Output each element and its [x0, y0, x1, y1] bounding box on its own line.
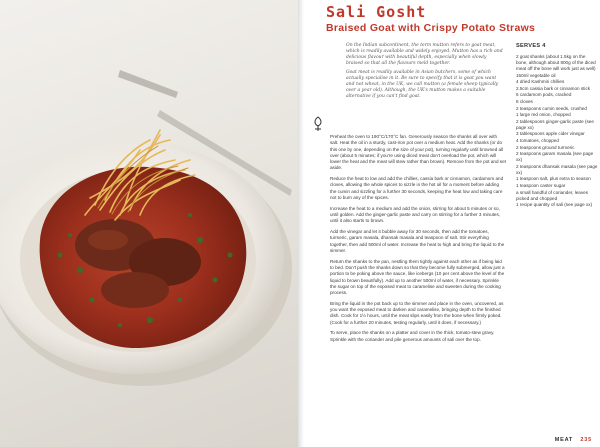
recipe-intro	[346, 43, 504, 103]
ingredient-item: 1 teaspoon salt, plus extra to season	[516, 176, 591, 182]
ingredient-item: 1 teaspoon caster sugar	[516, 182, 566, 188]
ingredient-item: 1 recipe quantity of sali (see page xx)	[516, 202, 593, 208]
recipe-title: Sali Gosht	[326, 3, 427, 21]
ingredient-item: 2 teaspoons ground turmeric	[516, 144, 575, 150]
ingredient-item: 8 cloves	[516, 98, 533, 104]
method-step: Preheat the oven to 190°C/170°C fan. Generously season the shanks all over with salt. Heat the oil in a sturdy, cast-iron pot over a medium heat. Add the shanks (or do this one by one, depending on the size of your pot), turning regularly until browned all over (about 5 minutes; if you're using diced meat don't overload the pot, which will lower the heat and the meat will stew rather than brown). Remove from the pot and set aside.	[330, 134, 506, 171]
method-step: Add the vinegar and let it bubble away for 30 seconds, then add the tomatoes, turmeric, garam masala, dhansak masala and teaspoon of salt. Stir everything together, then add 500ml of water. Increase the heat to high and bring the liquid to the simmer.	[330, 229, 505, 253]
dish-illustration	[0, 0, 298, 447]
ingredient-item: 2 teaspoons cumin seeds, crushed	[516, 105, 587, 111]
ingredient-item: a small handful of coriander, leaves picked and chopped	[516, 189, 589, 201]
intro-paragraph: On the Indian subcontinent, the term mutton refers to goat meat, which is readily available and widely enjoyed. Mutton has a rich and delicious flavour with beautiful depth, especially when slowly braised so that all the flavours meld together.	[346, 43, 503, 67]
ingredient-item: 2 tablespoons ginger-garlic paste (see page xx)	[516, 118, 594, 130]
intro-paragraph: Goat meat is readily available in Asian butchers, some of which actually specialise in it. Be sure to specify that it is goat you want and not wheat, in the UK, we call mutton (a female sheep typically over a year old). Although, the UK's mutton makes a suitable alternative if you can't find goat.	[346, 69, 499, 100]
section-label: MEAT	[554, 437, 574, 443]
page-footer	[555, 437, 592, 443]
ingredient-item: 2 goat shanks (about 1.5kg on the bone, although about 800g of the diced meat off the bone will work just as well)	[516, 54, 596, 71]
ingredient-list	[516, 54, 598, 208]
recipe-subtitle: Braised Goat with Crispy Potato Straws	[326, 22, 536, 34]
recipe-page	[304, 0, 600, 447]
dish-photo	[0, 0, 298, 447]
ingredient-item: 2 teaspoons dhansak masala (see page xx)	[516, 163, 598, 175]
fork-icon	[118, 70, 178, 98]
ingredient-item: 4 dried Kashmiri chillies	[516, 79, 565, 85]
ingredients-panel	[516, 43, 598, 209]
ingredient-item: 2.5cm cassia bark or cinnamon stick	[516, 85, 591, 91]
ingredient-item: 6 cardamom pods, cracked	[516, 92, 572, 98]
method-step: To serve, place the shanks on a platter and cover in the thick, tomato-stew gravy. Sprinkle with the coriander and pile generous amounts of sali over the top.	[330, 330, 495, 342]
ingredient-item: 3 tablespoons apple cider vinegar	[516, 131, 585, 137]
method-steps	[330, 134, 506, 347]
serves-label: SERVES 4	[516, 43, 546, 49]
method-step: Increase the heat to a medium and add the onion, stirring for about 5 minutes or so, until golden. Add the ginger-garlic paste and carry on stirring for a further 3 minutes, until it also starts to brown.	[330, 205, 501, 224]
method-step: Reduce the heat to low and add the chillies, cassia bark or cinnamon, cardamom and cloves, allowing the whole spices to sizzle in the hot oil for a moment before adding the cumin and sizzling for a further 30 seconds, keeping the heat low and taking care not to burn any of the spices.	[330, 176, 504, 201]
ingredient-item: 1 large red onion, chopped	[516, 112, 571, 118]
page-number: 235	[580, 437, 592, 443]
method-step: Bring the liquid in the pot back up to the simmer and place in the oven, uncovered, as you want the exposed meat to darken and caramelise, bringing depth to the finished dish. Cook for 1½ hours, until the meat slips easily from the bone when firmly poked. (Cook for a further 20 minutes, testing regularly, until it does, if necessary.)	[330, 300, 504, 325]
flourish-icon	[311, 116, 325, 132]
ingredient-item: 2 teaspoons garam masala (see page xx)	[516, 151, 594, 163]
ingredient-item: 4 tomatoes, chopped	[516, 137, 559, 143]
method-step: Return the shanks to the pan, nestling them tightly against each other as if being laid to bed. Don't push the shanks down so that they become fully submerged, allow just a portion to be poking above the sauce, like icebergs (10 per cent above the level of the liquid to brown beautifully). Add up to another 500ml of water, if necessary. Sprinkle the sugar on top of the exposed meat to caramelise and sweeten during the cooking process.	[330, 258, 505, 296]
ingredient-item: 150ml vegetable oil	[516, 72, 556, 78]
